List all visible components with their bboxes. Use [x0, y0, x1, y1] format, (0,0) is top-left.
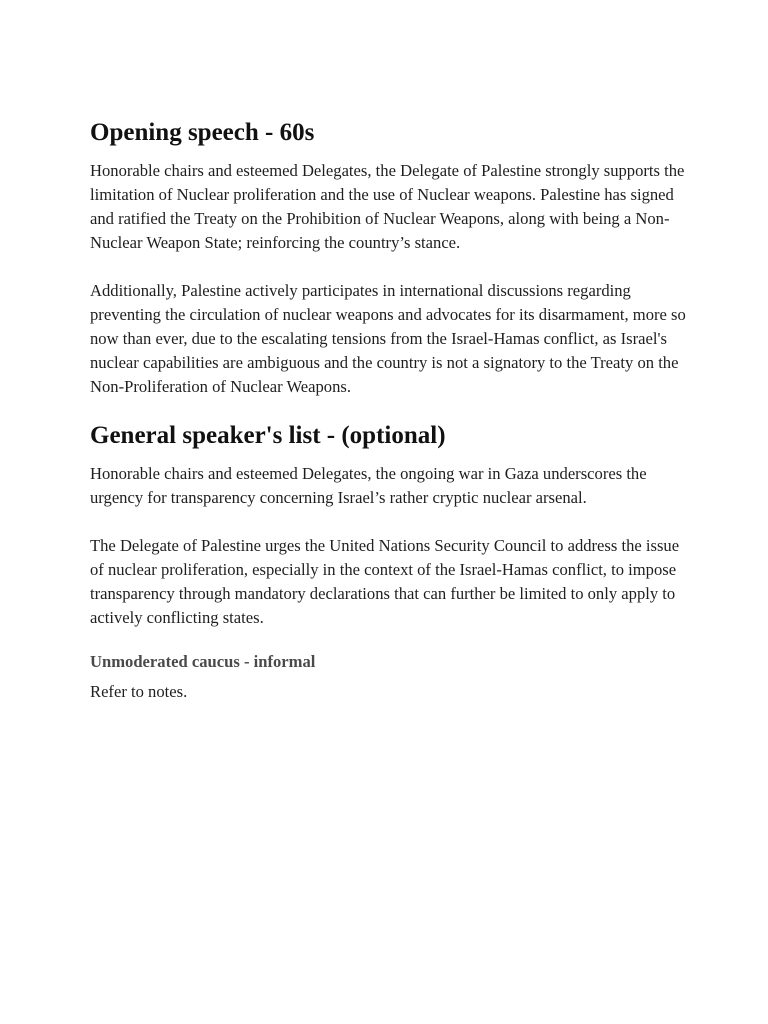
general-speakers-list-paragraph-2: The Delegate of Palestine urges the United Nations Security Council to address the issue of nuclear proliferation, especially in the context of the Israel-Hamas conflict, to impose transparency through mandatory declarations that can further be limited to only apply to actively conflicting states. [90, 536, 680, 627]
section-heading-unmoderated-caucus: Unmoderated caucus - informal [90, 652, 316, 671]
opening-speech-paragraph-1: Honorable chairs and esteemed Delegates, the Delegate of Palestine strongly supports the limitation of Nuclear proliferation and the use of Nuclear weapons. Palestine has signed and ratified the Treaty on the Prohibition of Nuclear Weapons, along with being a Non-Nuclear Weapon State; reinforcing the country’s stance. [90, 161, 685, 252]
section-heading-opening-speech: Opening speech - 60s [90, 119, 315, 146]
document-page [90, 117, 690, 704]
section-heading-general-speakers-list: General speaker's list - (optional) [90, 422, 446, 449]
general-speakers-list-paragraph-1: Honorable chairs and esteemed Delegates, the ongoing war in Gaza underscores the urgency for transparency concerning Israel’s rather cryptic nuclear arsenal. [90, 464, 647, 507]
opening-speech-paragraph-2: Additionally, Palestine actively participates in international discussions regarding preventing the circulation of nuclear weapons and advocates for its disarmament, more so now than ever, due to the escalating tensions from the Israel-Hamas conflict, as Israel's nuclear capabilities are ambiguous and the country is not a signatory to the Treaty on the Non-Proliferation of Nuclear Weapons. [90, 281, 686, 396]
unmoderated-caucus-paragraph: Refer to notes. [90, 682, 188, 701]
